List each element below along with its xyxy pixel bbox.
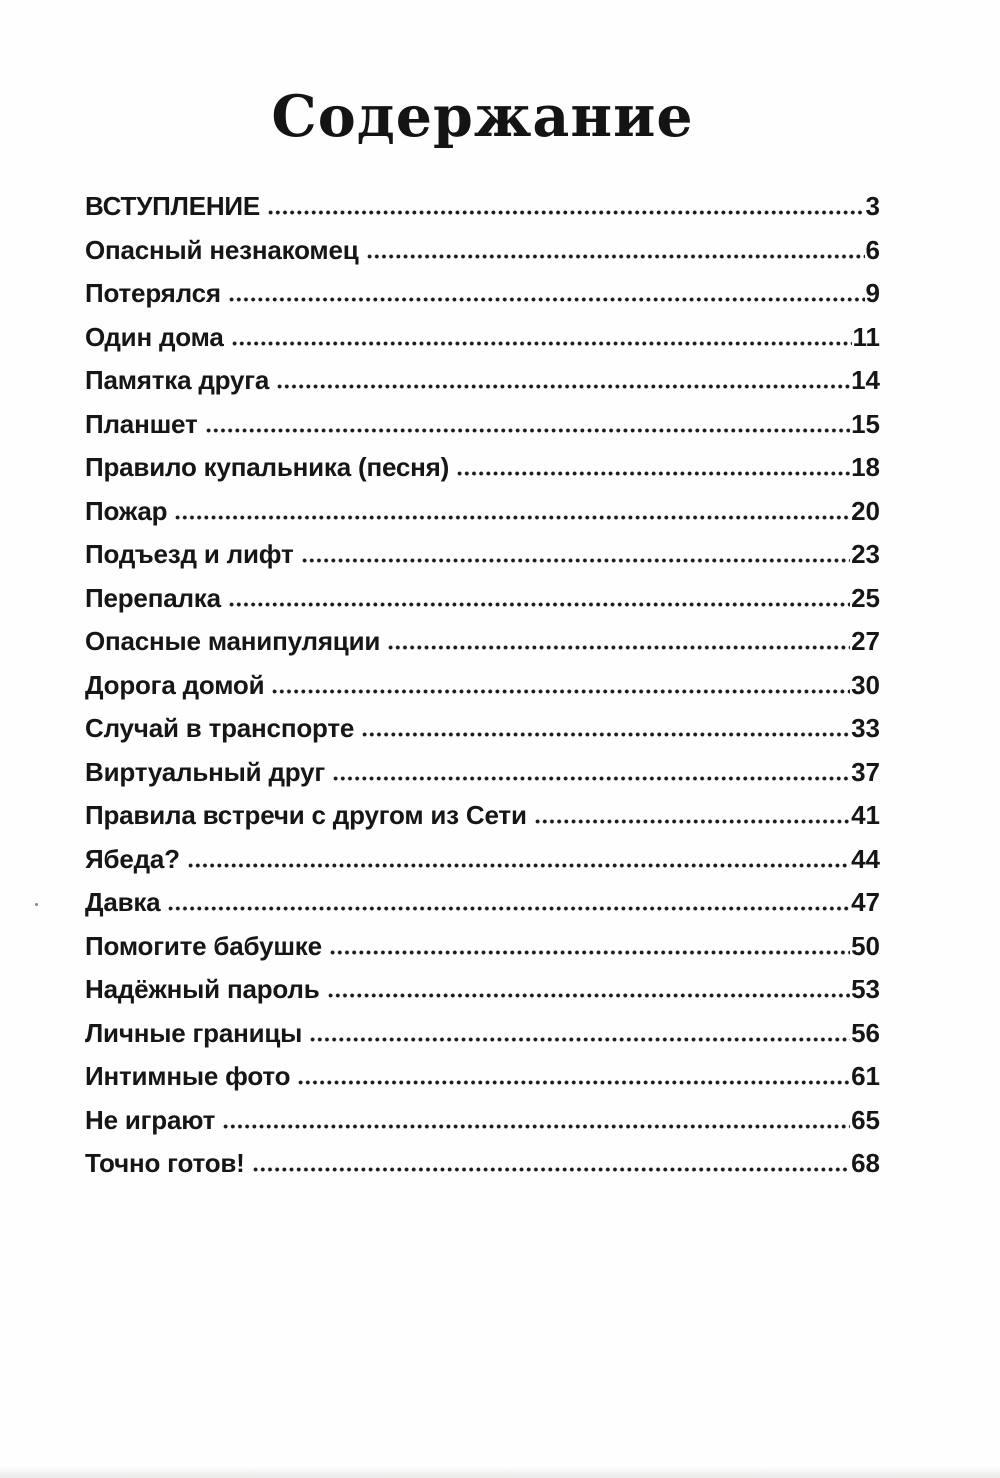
- toc-dotted-leader: [387, 645, 850, 650]
- toc-list: [85, 185, 880, 1186]
- toc-entry-page: 41: [851, 800, 880, 830]
- toc-entry-page: 14: [851, 365, 880, 395]
- toc-entry: [85, 316, 880, 360]
- toc-entry-page: 30: [851, 669, 880, 700]
- toc-entry: [85, 533, 880, 577]
- toc-dotted-leader: [301, 558, 851, 563]
- toc-entry-title: Правила встречи с другом из Сети: [85, 800, 527, 830]
- toc-entry-page: 50: [851, 930, 880, 961]
- toc-entry: [85, 229, 880, 273]
- toc-entry-title: Потерялся: [85, 278, 221, 308]
- toc-entry: [85, 620, 880, 664]
- toc-entry-title: Планшет: [85, 408, 198, 439]
- toc-dotted-leader: [361, 732, 850, 737]
- toc-entry-page: 56: [851, 1017, 880, 1048]
- scan-edge-shadow: [0, 1466, 1000, 1478]
- toc-entry-page: 15: [851, 408, 880, 439]
- toc-dotted-leader: [187, 863, 850, 868]
- toc-entry: [85, 1012, 880, 1056]
- toc-entry: [85, 1142, 880, 1186]
- toc-entry: [85, 925, 880, 969]
- page-title: Содержание: [271, 83, 694, 150]
- toc-dotted-leader: [276, 384, 850, 389]
- toc-dotted-leader: [366, 254, 865, 259]
- toc-entry-title: Пожар: [85, 495, 168, 526]
- toc-entry: [85, 359, 880, 403]
- toc-entry-page: 33: [851, 713, 880, 743]
- toc-entry: [85, 185, 880, 229]
- toc-entry: [85, 490, 880, 534]
- toc-entry-title: Точно готов!: [85, 1148, 245, 1178]
- toc-dotted-leader: [534, 819, 850, 824]
- toc-dotted-leader: [228, 602, 850, 607]
- toc-dotted-leader: [267, 210, 864, 215]
- toc-entry-page: 37: [851, 756, 880, 787]
- toc-entry-page: 23: [851, 539, 880, 569]
- toc-entry: [85, 1055, 880, 1099]
- toc-dotted-leader: [228, 297, 865, 302]
- toc-entry: [85, 403, 880, 447]
- toc-dotted-leader: [332, 776, 850, 781]
- toc-entry-title: Не играют: [85, 1104, 216, 1135]
- toc-entry-page: 27: [851, 626, 880, 656]
- toc-dotted-leader: [297, 1080, 850, 1085]
- toc-entry-page: 53: [851, 974, 880, 1004]
- toc-entry-title: Личные границы: [85, 1017, 303, 1048]
- toc-entry-title: Правило купальника (песня): [85, 452, 450, 482]
- toc-entry-title: Интимные фото: [85, 1061, 291, 1091]
- toc-entry: [85, 794, 880, 838]
- toc-entry-page: 68: [851, 1148, 880, 1178]
- toc-entry: [85, 446, 880, 490]
- toc-entry-title: ВСТУПЛЕНИЕ: [85, 191, 261, 221]
- toc-entry-page: 47: [851, 887, 880, 917]
- toc-entry-title: Опасный незнакомец: [85, 234, 359, 265]
- toc-entry-title: Помогите бабушке: [85, 930, 322, 961]
- toc-entry-page: 9: [865, 278, 880, 308]
- toc-dotted-leader: [252, 1167, 850, 1172]
- toc-page: [0, 84, 1000, 1478]
- toc-entry-page: 61: [851, 1061, 880, 1091]
- toc-entry-title: Случай в транспорте: [85, 713, 355, 743]
- toc-entry: [85, 707, 880, 751]
- toc-entry-title: Дорога домой: [85, 669, 265, 700]
- toc-entry: [85, 838, 880, 882]
- toc-dotted-leader: [167, 906, 850, 911]
- toc-entry: [85, 272, 880, 316]
- toc-entry: [85, 881, 880, 925]
- toc-entry-page: 6: [865, 234, 880, 265]
- toc-entry-title: Перепалка: [85, 582, 221, 613]
- toc-dotted-leader: [222, 1124, 850, 1129]
- toc-entry: [85, 968, 880, 1012]
- toc-entry-title: Подъезд и лифт: [85, 539, 294, 569]
- scan-speck: [35, 903, 38, 906]
- toc-entry-page: 3: [865, 191, 880, 221]
- toc-entry-page: 11: [852, 321, 880, 352]
- toc-entry: [85, 751, 880, 795]
- toc-entry-title: Ябеда?: [85, 843, 180, 874]
- toc-entry-page: 44: [851, 843, 880, 874]
- toc-entry-title: Памятка друга: [85, 365, 270, 395]
- toc-dotted-leader: [309, 1037, 850, 1042]
- toc-entry-page: 65: [851, 1104, 880, 1135]
- toc-entry-title: Один дома: [85, 321, 224, 352]
- toc-entry: [85, 1099, 880, 1143]
- toc-dotted-leader: [174, 515, 850, 520]
- toc-entry-title: Опасные манипуляции: [85, 626, 381, 656]
- toc-entry-page: 25: [851, 582, 880, 613]
- toc-entry-page: 20: [851, 495, 880, 526]
- toc-entry: [85, 664, 880, 708]
- toc-dotted-leader: [456, 471, 850, 476]
- toc-entry-page: 18: [851, 452, 880, 482]
- toc-entry-title: Давка: [85, 887, 161, 917]
- toc-dotted-leader: [327, 993, 851, 998]
- toc-dotted-leader: [329, 950, 850, 955]
- toc-entry: [85, 577, 880, 621]
- toc-entry-title: Виртуальный друг: [85, 756, 326, 787]
- toc-dotted-leader: [205, 428, 851, 433]
- toc-dotted-leader: [231, 341, 852, 346]
- toc-dotted-leader: [271, 689, 850, 694]
- toc-entry-title: Надёжный пароль: [85, 974, 320, 1004]
